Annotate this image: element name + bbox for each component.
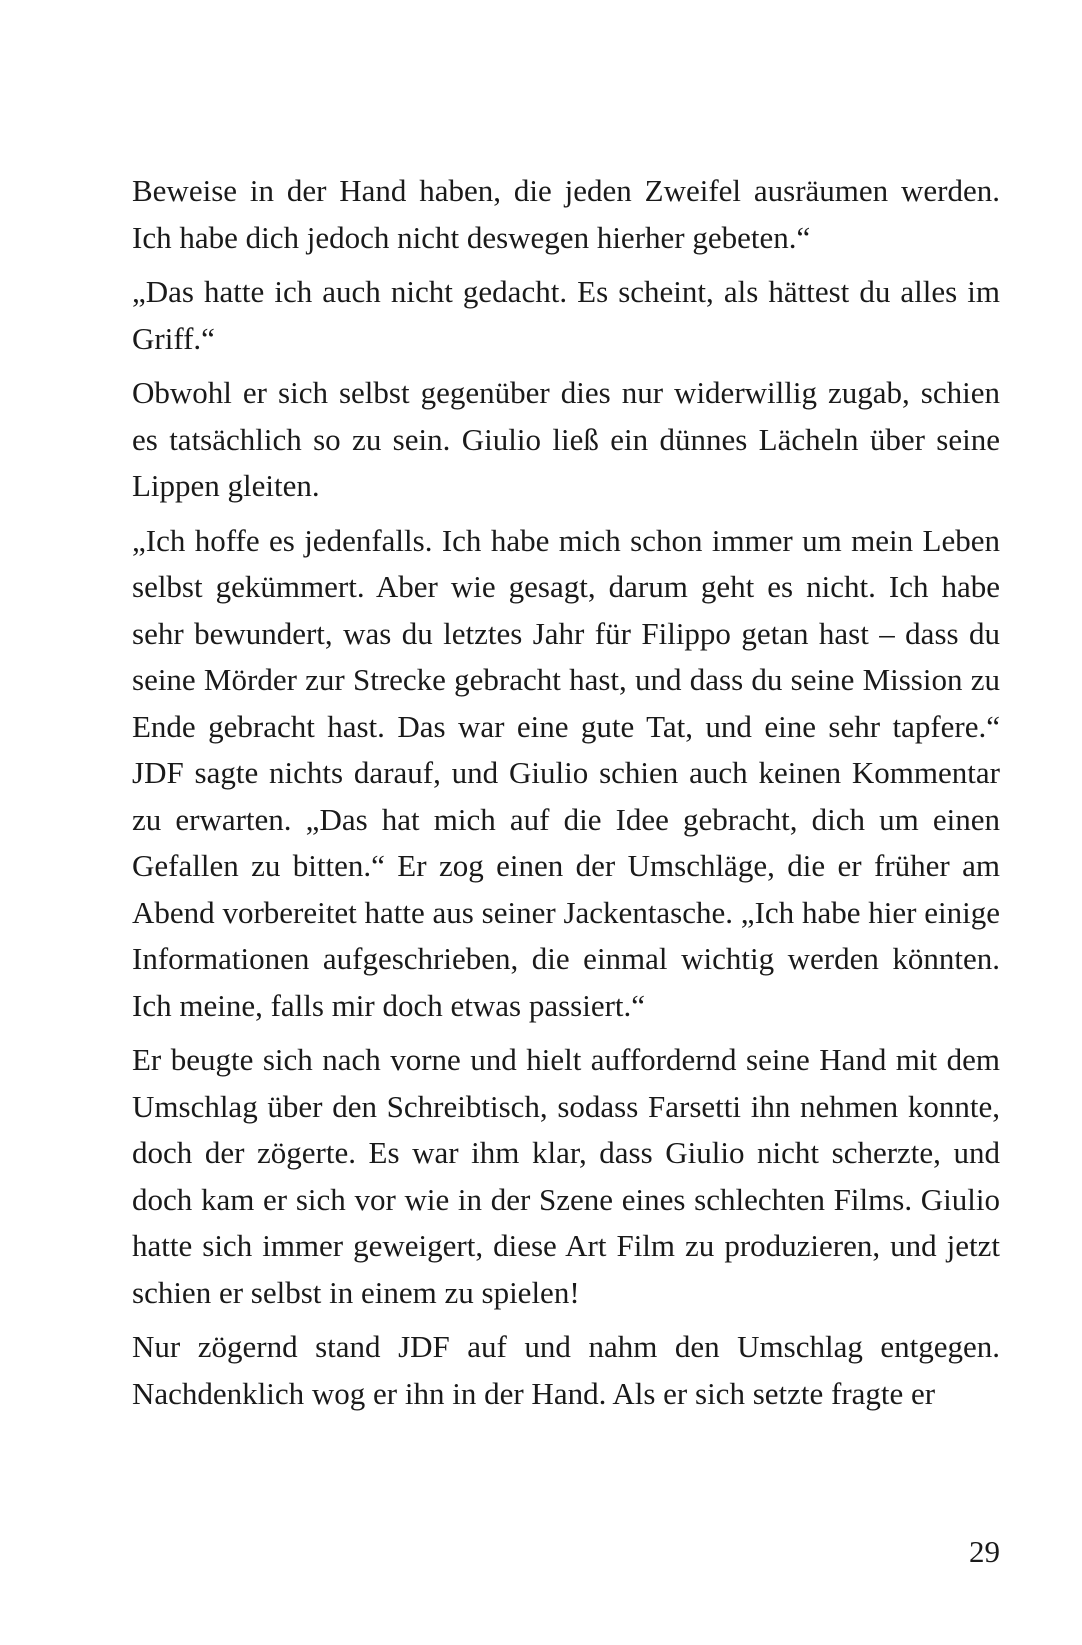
body-text (132, 168, 1000, 1425)
paragraph-3: Obwohl er sich selbst gegenüber dies nur widerwillig zugab, schien es tatsächlich so zu sein. Giulio ließ ein dünnes Lächeln über seine Lippen gleiten. (132, 375, 1000, 503)
paragraph-6: Nur zögernd stand JDF auf und nahm den Umschlag entgegen. Nachdenklich wog er ihn in der Hand. Als er sich setzte fragte er (132, 1329, 1000, 1411)
paragraph-5: Er beugte sich nach vorne und hielt auffordernd seine Hand mit dem Umschlag über den Schreibtisch, sodass Farsetti ihn nehmen konnte, doch der zögerte. Es war ihm klar, dass Giulio nicht scherzte, und doch kam er sich vor wie in der Szene eines schlechten Films. Giulio hatte sich immer geweigert, diese Art Film zu produzieren, und jetzt schien er selbst in einem zu spielen! (132, 1042, 1000, 1310)
paragraph-4: „Ich hoffe es jedenfalls. Ich habe mich schon immer um mein Leben selbst gekümmert. Aber wie gesagt, darum geht es nicht. Ich habe sehr bewundert, was du letztes Jahr für Filippo getan hast – dass du seine Mörder zur Strecke gebracht hast, und dass du seine Mission zu Ende gebracht hast. Das war eine gute Tat, und eine sehr tapfere.“ JDF sagte nichts darauf, und Giulio schien auch keinen Kommentar zu erwarten. „Das hat mich auf die Idee gebracht, dich um einen Gefallen zu bitten.“ Er zog einen der Umschläge, die er früher am Abend vorbereitet hatte aus seiner Jackentasche. „Ich habe hier einige Informationen aufgeschrieben, die einmal wichtig werden könnten. Ich meine, falls mir doch etwas passiert.“ (132, 522, 1000, 1023)
page-number: 29 (969, 1534, 1000, 1569)
paragraph-1: Beweise in der Hand haben, die jeden Zweifel ausräumen werden. Ich habe dich jedoch nicht deswegen hierher gebeten.“ (132, 173, 1000, 255)
paragraph-2: „Das hatte ich auch nicht gedacht. Es scheint, als hättest du alles im Griff.“ (132, 274, 1000, 356)
